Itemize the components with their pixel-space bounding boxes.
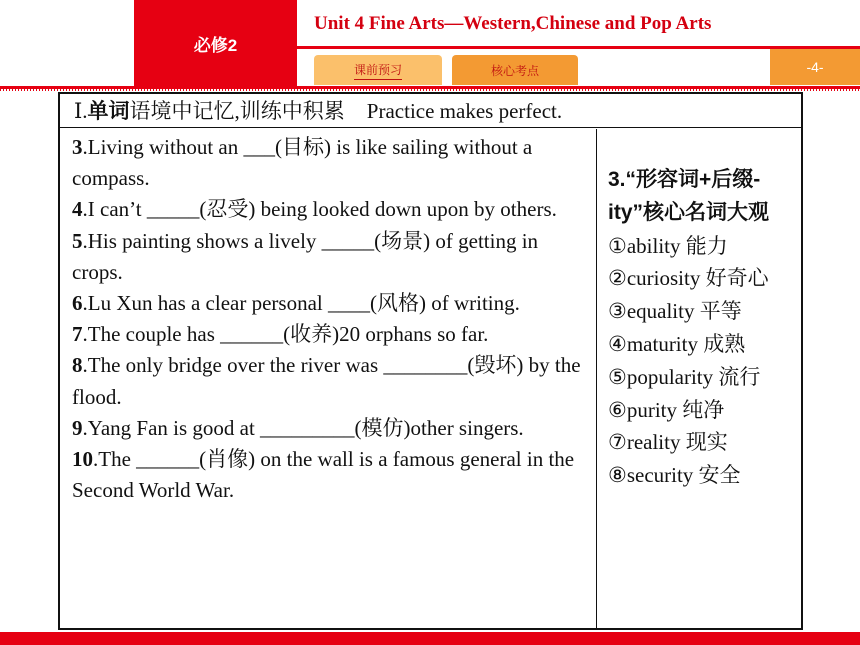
exercise-number: 9: [72, 415, 83, 440]
note-item: ⑥purity 纯净: [608, 397, 725, 422]
exercise-number: 4: [72, 197, 83, 222]
note-title: 3.“形容词+后缀-ity”核心名词大观: [608, 168, 770, 224]
tab-preview-label: 课前预习: [354, 61, 402, 80]
exercise-item: [72, 413, 592, 444]
exercise-text-before: .Living without an: [82, 135, 244, 159]
section-title: 单词: [87, 99, 130, 123]
exercise-text-before: .The couple has: [82, 322, 221, 347]
tab-key-points-label: 核心考点: [490, 63, 539, 78]
answer-blank[interactable]: ________: [383, 353, 468, 378]
exercise-text-after: (目标) is like sailing without a compass.: [72, 135, 533, 191]
corner-blank: [0, 0, 134, 84]
exercise-number: 8: [72, 353, 83, 378]
exercise-panel: [58, 92, 803, 630]
exercise-text-before: .The: [93, 447, 137, 472]
exercise-text-before: .Lu Xun has a clear personal: [82, 291, 328, 316]
note-item: ⑤popularity 流行: [608, 364, 761, 389]
note-item: ③equality 平等: [608, 299, 742, 324]
answer-blank[interactable]: ______: [220, 322, 284, 347]
exercise-item: [72, 288, 592, 319]
exercise-item: [72, 132, 592, 194]
exercise-text-before: .I can’t: [82, 197, 147, 222]
note-items: [608, 230, 796, 492]
book-label: [134, 0, 297, 86]
exercise-item: [72, 194, 592, 225]
note-item: ④maturity 成熟: [608, 331, 746, 356]
exercise-item: [72, 444, 592, 506]
unit-title: Unit 4 Fine Arts—Western,Chinese and Pop Arts: [314, 13, 712, 34]
exercise-text-after: (收养)20 orphans so far.: [283, 322, 489, 347]
note-item: ⑧security 安全: [608, 463, 741, 488]
exercise-text-after: (忍受) being looked down upon by others.: [199, 197, 557, 222]
exercise-text-after: (模仿)other singers.: [354, 415, 524, 440]
note-item: ⑦reality 现实: [608, 430, 728, 455]
exercise-number: 10: [72, 447, 93, 472]
exercise-text-after: (风格) of writing.: [370, 291, 520, 316]
vocab-note: [608, 164, 796, 492]
note-item: ②curiosity 好奇心: [608, 266, 769, 291]
dotted-divider: [0, 89, 860, 91]
section-subtitle: 语境中记忆,训练中积累: [129, 99, 345, 123]
page-number: -4-: [770, 49, 860, 85]
exercise-text-after: (肖像) on the wall is a famous general in the Second World War.: [72, 447, 575, 503]
book-label-text: 必修2: [193, 35, 238, 55]
exercise-item: [72, 319, 592, 350]
exercise-text-after: (毁坏) by the flood.: [72, 353, 581, 409]
tab-preview[interactable]: [314, 55, 442, 85]
section-motto: Practice makes perfect.: [366, 99, 563, 123]
exercise-text-before: .The only bridge over the river was: [82, 353, 384, 378]
answer-blank[interactable]: ______: [136, 447, 200, 472]
answer-blank[interactable]: _________: [260, 415, 355, 440]
exercise-text-before: .Yang Fan is good at: [82, 415, 261, 440]
tab-key-points[interactable]: [452, 55, 578, 85]
exercise-number: 7: [72, 322, 83, 347]
note-item: ①ability 能力: [608, 233, 728, 258]
section-heading: [60, 94, 801, 128]
exercise-list: [72, 132, 592, 506]
exercise-number: 6: [72, 291, 83, 316]
section-roman: Ⅰ.: [74, 99, 88, 123]
answer-blank[interactable]: _____: [146, 197, 200, 222]
answer-blank[interactable]: ____: [328, 291, 370, 316]
column-divider: [596, 129, 597, 630]
exercise-item: [72, 350, 592, 412]
answer-blank[interactable]: ___: [243, 135, 275, 159]
footer-bar: [0, 632, 860, 645]
exercise-number: 3: [72, 135, 83, 159]
exercise-number: 5: [72, 228, 83, 253]
answer-blank[interactable]: _____: [321, 228, 375, 253]
exercise-text-after: (场景) of getting in crops.: [72, 228, 539, 284]
exercise-item: [72, 226, 592, 288]
exercise-text-before: .His painting shows a lively: [82, 228, 322, 253]
